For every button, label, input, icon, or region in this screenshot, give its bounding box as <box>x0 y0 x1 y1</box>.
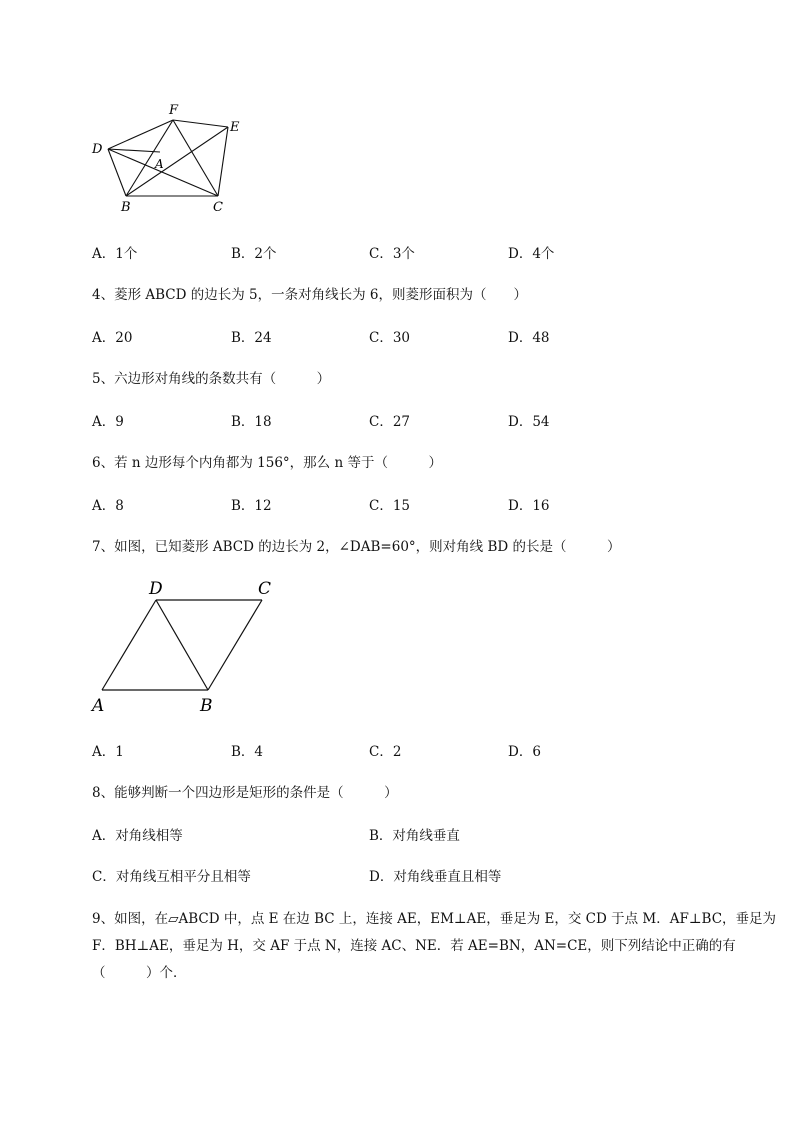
q7-text: 7、如图，已知菱形 ABCD 的边长为 2，∠DAB=60°，则对角线 BD 的长是（ ） <box>92 539 621 555</box>
q8-option-a[interactable]: A．对角线相等 <box>92 828 183 844</box>
label-C: C <box>213 200 223 215</box>
q8-option-b[interactable]: B．对角线垂直 <box>369 828 460 844</box>
figure-rhombus <box>88 575 288 720</box>
q9-line-3: （ ）个． <box>92 965 187 981</box>
label-B: B <box>121 200 131 215</box>
label-F: F <box>169 103 179 118</box>
q7-option-b[interactable]: B．4 <box>231 744 264 760</box>
q5-option-c[interactable]: C．27 <box>369 414 411 430</box>
q8-text: 8、能够判断一个四边形是矩形的条件是（ ） <box>92 785 398 801</box>
figure-pentagon <box>88 100 258 220</box>
q4-option-d[interactable]: D．48 <box>508 330 550 346</box>
q6-text: 6、若 n 边形每个内角都为 156°，那么 n 等于（ ） <box>92 455 442 471</box>
q3-option-d[interactable]: D．4个 <box>508 246 555 262</box>
q5-option-a[interactable]: A．9 <box>92 414 124 430</box>
q6-option-b[interactable]: B．12 <box>231 498 272 514</box>
label-D: D <box>149 579 163 599</box>
label-E: E <box>230 120 240 135</box>
q4-option-a[interactable]: A．20 <box>92 330 133 346</box>
q9-line-2: F．BH⊥AE，垂足为 H，交 AF 于点 N，连接 AC、NE．若 AE=BN，AN=CE，则下列结论中正确的有 <box>92 938 736 954</box>
label-B: B <box>200 696 213 716</box>
q6-option-a[interactable]: A．8 <box>92 498 124 514</box>
q4-option-b[interactable]: B．24 <box>231 330 272 346</box>
q5-option-b[interactable]: B．18 <box>231 414 272 430</box>
label-C: C <box>258 579 272 599</box>
q7-option-c[interactable]: C．2 <box>369 744 402 760</box>
q5-text: 5、六边形对角线的条数共有（ ） <box>92 371 331 387</box>
q3-option-b[interactable]: B．2个 <box>231 246 277 262</box>
q7-option-d[interactable]: D．6 <box>508 744 541 760</box>
q6-option-d[interactable]: D．16 <box>508 498 550 514</box>
q8-option-c[interactable]: C．对角线互相平分且相等 <box>92 869 251 885</box>
q5-option-d[interactable]: D．54 <box>508 414 550 430</box>
label-A: A <box>155 157 164 171</box>
label-D: D <box>92 142 103 157</box>
q3-option-c[interactable]: C．3个 <box>369 246 415 262</box>
label-A: A <box>92 696 105 716</box>
q7-option-a[interactable]: A．1 <box>92 744 124 760</box>
q3-option-a[interactable]: A．1个 <box>92 246 138 262</box>
q4-text: 4、菱形 ABCD 的边长为 5，一条对角线长为 6，则菱形面积为（ ） <box>92 287 528 303</box>
q4-option-c[interactable]: C．30 <box>369 330 411 346</box>
q8-option-d[interactable]: D．对角线垂直且相等 <box>369 869 502 885</box>
q9-line-1: 9、如图，在▱ABCD 中，点 E 在边 BC 上，连接 AE，EM⊥AE，垂足为 E，交 CD 于点 M．AF⊥BC，垂足为 <box>92 911 777 927</box>
q6-option-c[interactable]: C．15 <box>369 498 411 514</box>
